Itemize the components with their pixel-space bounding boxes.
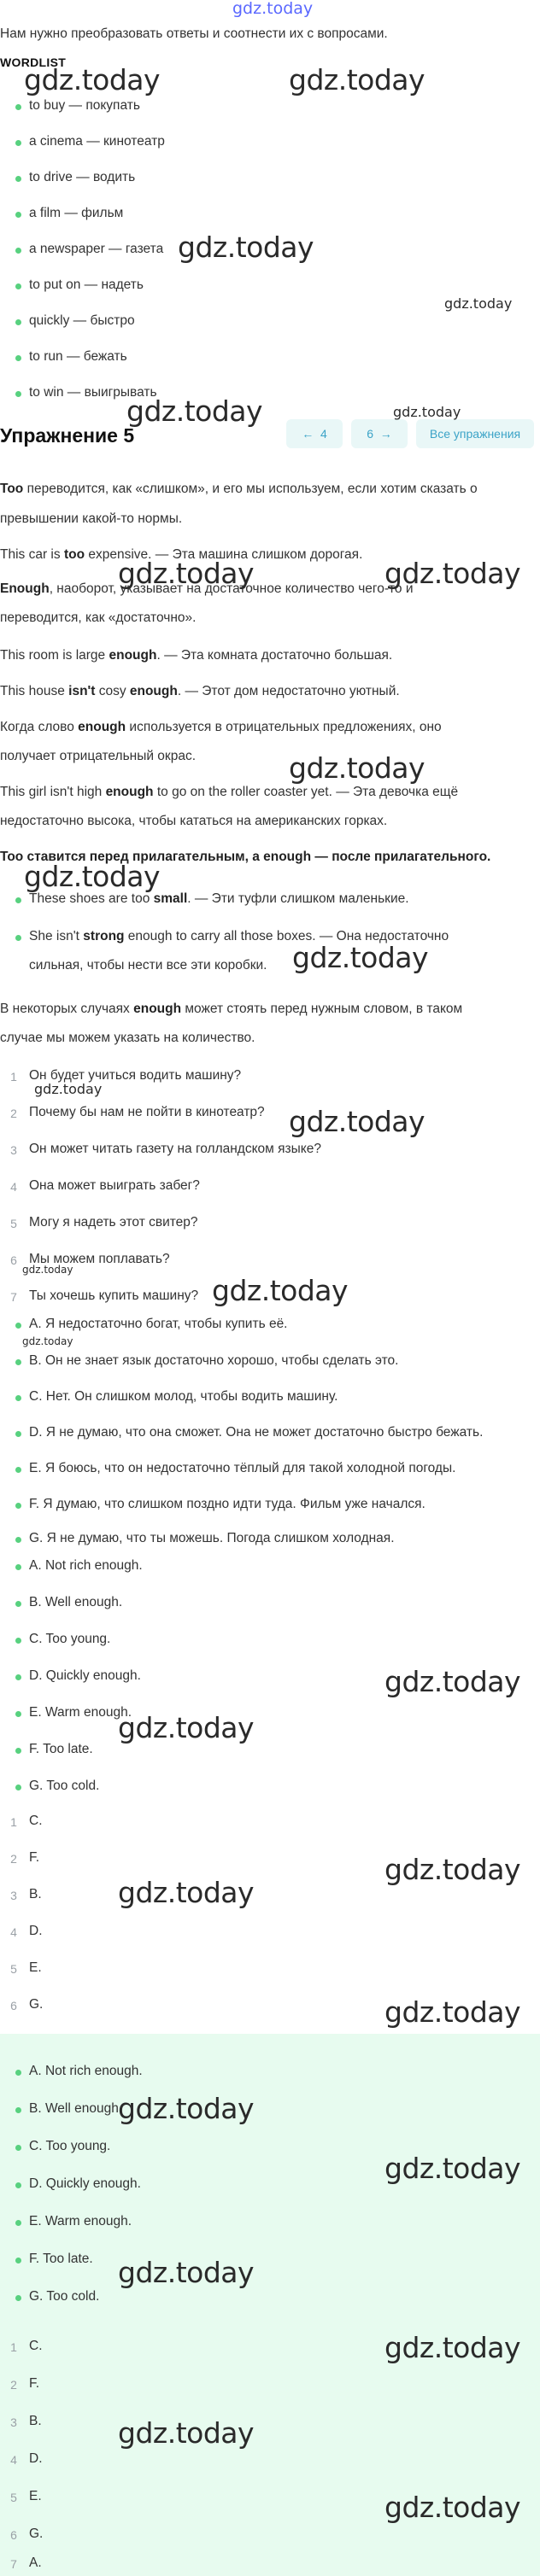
answer-ru-item: C. Нет. Он слишком молод, чтобы водить машину.	[29, 1389, 338, 1404]
answer-en-item: F. Too late.	[29, 2252, 93, 2266]
example-item: сильная, чтобы нести все эти коробки.	[29, 958, 267, 973]
answer-en-item: E. Warm enough.	[29, 2214, 132, 2228]
bullet-icon	[15, 1785, 21, 1790]
watermark: gdz.today	[384, 557, 521, 590]
watermark: gdz.today	[126, 394, 263, 428]
list-number: 6	[10, 1999, 17, 2012]
theory-paragraph: Enough, наоборот, указывает на достаточное количество чего-то и	[0, 581, 414, 596]
answer-ru-item: D. Я не думаю, что она сможет. Она не может достаточно быстро бежать.	[29, 1425, 484, 1440]
answer-en-item: D. Quickly enough.	[29, 2176, 141, 2191]
bullet-icon	[15, 391, 21, 397]
answer-en-item: A. Not rich enough.	[29, 2064, 143, 2078]
list-number: 2	[10, 1852, 17, 1866]
exercise-title: Упражнение 5	[0, 424, 135, 447]
match-item: F.	[29, 1850, 40, 1865]
match-item: D.	[29, 2451, 43, 2466]
watermark: gdz.today	[384, 2331, 521, 2364]
match-item: A.	[29, 2556, 42, 2570]
watermark: gdz.today	[24, 860, 161, 893]
list-number: 7	[10, 1290, 17, 1304]
answer-en-item: F. Too late.	[29, 1742, 93, 1756]
list-number: 5	[10, 1217, 17, 1230]
example-sentence: This car is too expensive. — Эта машина слишком дорогая.	[0, 547, 363, 562]
example-sentence: This room is large enough. — Эта комната достаточно большая.	[0, 648, 393, 663]
bullet-icon	[15, 283, 21, 289]
watermark: gdz.today	[118, 2256, 255, 2289]
bullet-icon	[15, 355, 21, 361]
theory-paragraph: превышении какой-то нормы.	[0, 511, 183, 526]
bullet-icon	[15, 319, 21, 325]
answer-en-item: C. Too young.	[29, 2139, 111, 2153]
answer-en-item: D. Quickly enough.	[29, 1668, 141, 1683]
all-exercises-button[interactable]: Все упражнения	[416, 419, 534, 448]
watermark: gdz.today	[118, 1711, 255, 1744]
answer-ru-item: E. Я боюсь, что он недостаточно тёплый для такой холодной погоды.	[29, 1461, 456, 1475]
watermark: gdz.today	[212, 1274, 349, 1307]
theory-paragraph: переводится, как «достаточно».	[0, 610, 197, 625]
match-item: G.	[29, 1997, 44, 2012]
bullet-icon	[15, 1395, 21, 1401]
arrow-right-icon: →	[379, 427, 392, 441]
example-sentence: недостаточно высока, чтобы кататься на американских горках.	[0, 814, 388, 828]
wordlist-item: to put on — надеть	[29, 277, 144, 292]
question-item: Мы можем поплавать?	[29, 1252, 170, 1266]
theory-paragraph: получает отрицательный окрас.	[0, 749, 197, 763]
question-item: Ты хочешь купить машину?	[29, 1288, 199, 1303]
bullet-icon	[15, 2145, 21, 2151]
watermark: gdz.today	[178, 231, 314, 264]
intro-text: Нам нужно преобразовать ответы и соотнести их с вопросами.	[0, 26, 388, 41]
next-exercise-button[interactable]: 6 →	[351, 419, 408, 448]
watermark: gdz.today	[118, 2092, 255, 2125]
watermark: gdz.today	[118, 557, 255, 590]
wordlist-item: quickly — быстро	[29, 313, 135, 328]
wordlist-item: a cinema — кинотеатр	[29, 134, 165, 149]
answer-en-item: A. Not rich enough.	[29, 1558, 143, 1573]
match-item: F.	[29, 2376, 40, 2391]
example-item: These shoes are too small. — Эти туфли слишком маленькие.	[29, 891, 409, 906]
match-item: E.	[29, 2489, 42, 2503]
prev-exercise-button[interactable]: ← 4	[286, 419, 343, 448]
rule-text: Too ставится перед прилагательным, а enough — после прилагательного.	[0, 850, 491, 864]
list-number: 3	[10, 2415, 17, 2429]
bullet-icon	[15, 212, 21, 218]
bullet-icon	[15, 1674, 21, 1680]
answer-ru-item: G. Я не думаю, что ты можешь. Погода слишком холодная.	[29, 1531, 395, 1545]
site-logo[interactable]: gdz.today	[232, 0, 314, 18]
example-sentence: This girl isn't high enough to go on the roller coaster yet. — Эта девочка ещё	[0, 785, 459, 799]
bullet-icon	[15, 140, 21, 146]
watermark: gdz.today	[289, 1105, 426, 1138]
bullet-icon	[15, 2258, 21, 2263]
bullet-icon	[15, 1601, 21, 1607]
list-number: 1	[10, 1070, 17, 1084]
question-item: Он может читать газету на голландском языке?	[29, 1142, 321, 1156]
bullet-icon	[15, 1537, 21, 1543]
example-item: She isn't strong enough to carry all those boxes. — Она недостаточно	[29, 929, 449, 943]
theory-paragraph: Too переводится, как «слишком», и его мы используем, если хотим сказать о	[0, 482, 478, 496]
bullet-icon	[15, 1467, 21, 1473]
bullet-icon	[15, 1503, 21, 1509]
answer-en-item: C. Too young.	[29, 1632, 111, 1646]
wordlist-item: to drive — водить	[29, 170, 136, 184]
bullet-icon	[15, 2182, 21, 2188]
list-number: 4	[10, 2453, 17, 2467]
bullet-icon	[15, 2107, 21, 2113]
answer-en-item: B. Well enough.	[29, 2101, 123, 2116]
list-number: 3	[10, 1143, 17, 1157]
list-number: 4	[10, 1925, 17, 1939]
watermark: gdz.today	[22, 1264, 73, 1276]
bullet-icon	[15, 104, 21, 110]
list-number: 5	[10, 2491, 17, 2504]
example-sentence: This house isn't cosy enough. — Этот дом недостаточно уютный.	[0, 684, 400, 698]
watermark: gdz.today	[24, 63, 161, 96]
watermark: gdz.today	[444, 295, 513, 312]
watermark: gdz.today	[384, 1665, 521, 1698]
question-item: Могу я надеть этот свитер?	[29, 1215, 198, 1230]
list-number: 7	[10, 2557, 17, 2571]
match-item: C.	[29, 2339, 43, 2353]
bullet-icon	[15, 935, 21, 941]
list-number: 2	[10, 1107, 17, 1120]
list-number: 3	[10, 1889, 17, 1902]
bullet-icon	[15, 1323, 21, 1329]
bullet-icon	[15, 176, 21, 182]
list-number: 6	[10, 2528, 17, 2542]
bullet-icon	[15, 2070, 21, 2076]
wordlist-item: to win — выигрывать	[29, 385, 157, 400]
bullet-icon	[15, 1748, 21, 1754]
match-item: E.	[29, 1960, 42, 1975]
match-item: G.	[29, 2526, 44, 2541]
watermark: gdz.today	[393, 404, 461, 420]
question-item: Он будет учиться водить машину?	[29, 1068, 242, 1083]
theory-paragraph: случае мы можем указать на количество.	[0, 1031, 255, 1045]
answer-ru-item: B. Он не знает язык достаточно хорошо, чтобы сделать это.	[29, 1353, 399, 1368]
watermark: gdz.today	[289, 63, 426, 96]
list-number: 6	[10, 1253, 17, 1267]
bullet-icon	[15, 1564, 21, 1570]
bullet-icon	[15, 1711, 21, 1717]
bullet-icon	[15, 2220, 21, 2226]
watermark: gdz.today	[289, 751, 426, 785]
bullet-icon	[15, 248, 21, 254]
watermark: gdz.today	[384, 2491, 521, 2524]
watermark: gdz.today	[384, 1995, 521, 2029]
answer-en-item: E. Warm enough.	[29, 1705, 132, 1720]
watermark: gdz.today	[292, 941, 429, 974]
answer-en-item: B. Well enough.	[29, 1595, 123, 1609]
wordlist-item: a newspaper — газета	[29, 242, 164, 256]
list-number: 1	[10, 1815, 17, 1829]
watermark: gdz.today	[22, 1335, 73, 1347]
answer-en-item: G. Too cold.	[29, 1779, 100, 1793]
watermark: gdz.today	[118, 2416, 255, 2450]
answer-en-item: G. Too cold.	[29, 2289, 100, 2304]
question-item: Она может выиграть забег?	[29, 1178, 200, 1193]
wordlist-title: WORDLIST	[0, 55, 67, 69]
watermark: gdz.today	[384, 2152, 521, 2185]
theory-paragraph: В некоторых случаях enough может стоять перед нужным словом, в таком	[0, 1002, 463, 1016]
watermark: gdz.today	[34, 1081, 103, 1097]
match-item: C.	[29, 1814, 43, 1828]
wordlist-item: a film — фильм	[29, 206, 124, 220]
answer-ru-item: A. Я недостаточно богат, чтобы купить её.	[29, 1317, 288, 1331]
match-item: B.	[29, 1887, 42, 1901]
theory-paragraph: Когда слово enough используется в отрицательных предложениях, оно	[0, 720, 442, 734]
bullet-icon	[15, 1359, 21, 1365]
bullet-icon	[15, 2295, 21, 2301]
bullet-icon	[15, 897, 21, 903]
question-item: Почему бы нам не пойти в кинотеатр?	[29, 1105, 265, 1119]
bullet-icon	[15, 1431, 21, 1437]
answer-ru-item: F. Я думаю, что слишком поздно идти туда. Фильм уже начался.	[29, 1497, 426, 1511]
watermark: gdz.today	[118, 1876, 255, 1909]
list-number: 1	[10, 2340, 17, 2354]
wordlist-item: to run — бежать	[29, 349, 127, 364]
match-item: B.	[29, 2414, 42, 2428]
wordlist-item: to buy — покупать	[29, 98, 140, 113]
list-number: 4	[10, 1180, 17, 1194]
arrow-left-icon: ←	[302, 427, 314, 441]
list-number: 5	[10, 1962, 17, 1976]
match-item: D.	[29, 1924, 43, 1938]
bullet-icon	[15, 1638, 21, 1644]
list-number: 2	[10, 2378, 17, 2392]
watermark: gdz.today	[384, 1853, 521, 1886]
